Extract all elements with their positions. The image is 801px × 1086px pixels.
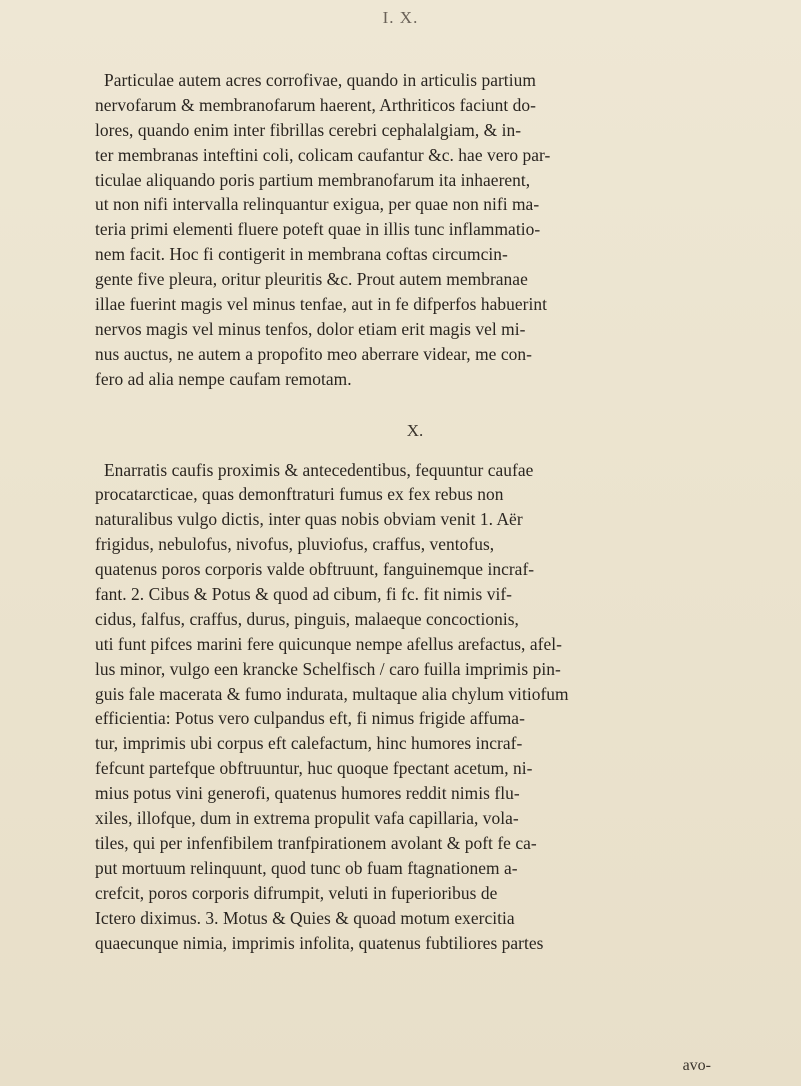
text-line: lus minor, vulgo een krancke Schelfisch / caro fuilla imprimis pin- (95, 658, 561, 679)
text-line: xiles, illofque, dum in extrema propulit vafa capillaria, vola- (95, 808, 519, 829)
text-line: ticulae aliquando poris partium membranofarum ita inhaerent, (95, 169, 531, 190)
running-head: I. X. (382, 8, 419, 27)
text-line: guis fale macerata & fumo indurata, multaque alia chylum vitiofum (95, 683, 569, 704)
text-line: nus auctus, ne autem a propofito meo aberrare videar, me con- (95, 343, 532, 364)
text-line: tur, imprimis ubi corpus eft calefactum, hinc humores incraf- (95, 733, 523, 754)
text-line: ut non nifi intervalla relinquantur exigua, per quae non nifi ma- (95, 194, 540, 215)
text-line: uti funt pifces marini fere quicunque nempe afellus arefactus, afel- (95, 633, 562, 654)
text-line: mius potus vini generofi, quatenus humores reddit nimis flu- (95, 783, 520, 804)
paragraph-2 (95, 458, 735, 956)
text-line: procatarcticae, quas demonftraturi fumus ex fex rebus non (95, 484, 504, 505)
text-line: fant. 2. Cibus & Potus & quod ad cibum, fi fc. fit nimis vif- (95, 584, 513, 605)
body-text (95, 68, 735, 955)
text-line: tiles, qui per infenfibilem tranfpirationem avolant & poft fe ca- (95, 832, 537, 853)
text-line: teria primi elementi fluere poteft quae in illis tunc inflammatio- (95, 219, 541, 240)
text-line: nervofarum & membranofarum haerent, Arthriticos faciunt do- (95, 94, 536, 115)
section-heading: X. (406, 420, 424, 440)
text-line: fefcunt partefque obftruuntur, huc quoque fpectant acetum, ni- (95, 758, 533, 779)
text-line: frigidus, nebulofus, nivofus, pluviofus, craffus, ventofus, (95, 534, 495, 555)
text-line: Enarratis caufis proximis & antecedentibus, fequuntur caufae (104, 459, 534, 480)
text-line: gente five pleura, oritur pleuritis &c. Prout autem membranae (95, 269, 528, 290)
text-line: lores, quando enim inter fibrillas cerebri cephalalgiam, & in- (95, 119, 522, 140)
text-line: put mortuum relinquunt, quod tunc ob fuam ftagnationem a- (95, 857, 518, 878)
text-line: illae fuerint magis vel minus tenfae, aut in fe difperfos habuerint (95, 294, 547, 315)
text-line: efficientia: Potus vero culpandus eft, fi nimus frigide affuma- (95, 708, 525, 729)
text-line: fero ad alia nempe caufam remotam. (95, 368, 352, 389)
text-line: crefcit, poros corporis difrumpit, veluti in fuperioribus de (95, 882, 498, 903)
text-line: Particulae autem acres corrofivae, quando in articulis partium (104, 70, 536, 90)
text-line: nem facit. Hoc fi contigerit in membrana coftas circumcin- (95, 244, 508, 265)
text-line: quatenus poros corporis valde obftruunt, fanguinemque incraf- (95, 559, 535, 580)
text-line: Ictero diximus. 3. Motus & Quies & quoad motum exercitia (95, 907, 515, 928)
paragraph-1 (95, 68, 735, 392)
text-line: quaecunque nimia, imprimis infolita, quatenus fubtiliores partes (95, 932, 544, 953)
text-line: nervos magis vel minus tenfos, dolor etiam erit magis vel mi- (95, 318, 526, 339)
text-line: naturalibus vulgo dictis, inter quas nobis obviam venit 1. Aër (95, 509, 523, 530)
catchword: avo- (682, 1057, 711, 1074)
text-line: cidus, falfus, craffus, durus, pinguis, malaeque concoctionis, (95, 608, 519, 629)
text-line: ter membranas inteftini coli, colicam caufantur &c. hae vero par- (95, 144, 551, 165)
